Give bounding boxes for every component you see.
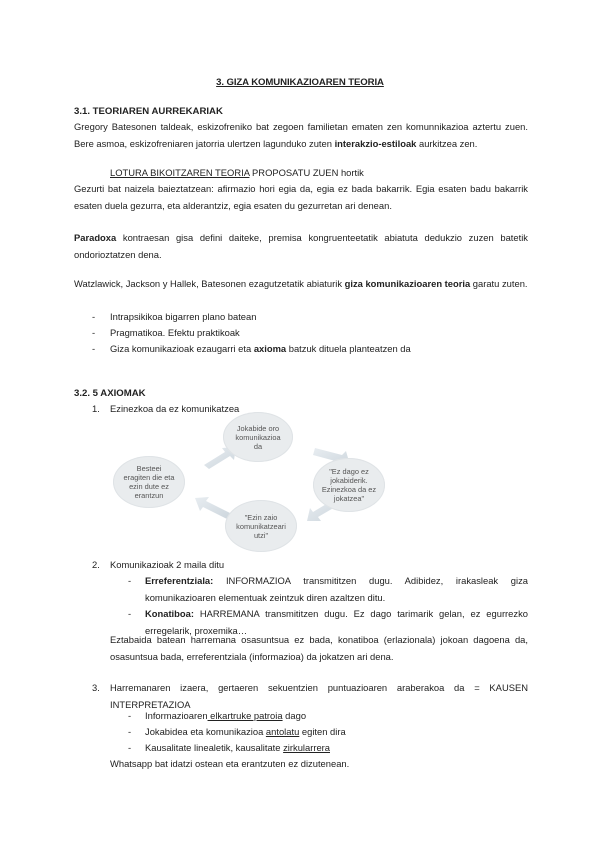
paragraph-bateson bbox=[74, 119, 528, 152]
numbered-item-text: Komunikazioak 2 maila ditu bbox=[110, 559, 225, 570]
list-item-text: Pragmatikoa. Efektu praktikoak bbox=[110, 327, 240, 338]
text: aurkitzea zen. bbox=[416, 137, 478, 149]
bold-text: Paradoxa bbox=[74, 232, 117, 243]
document-title: 3. GIZA KOMUNIKAZIOAREN TEORIA bbox=[216, 77, 384, 88]
numbered-item-text: Harremanaren izaera, gertaeren sekuentzien puntuazioaren araberakoa da = KAUSEN INTERPRETAZIOA bbox=[110, 682, 528, 710]
underlined-text: LOTURA BIKOITZAREN TEORIA bbox=[110, 167, 250, 178]
list-item-text: Giza komunikazioak ezaugarri eta axioma batzuk dituela planteatzen da bbox=[110, 343, 411, 354]
diagram-node-right: "Ez dago ez jokabiderik. Ezinezkoa da ez jokatzea" bbox=[313, 458, 385, 512]
numbered-item-text: Ezinezkoa da ez komunikatzea bbox=[110, 403, 240, 414]
paragraph-liar: Gezurti bat naizela baieztatzean: afirmazio hori egia da, egia ez bada bakarrik. Egia esaten badu bakarrik esaten duela gezurra, eta alderantziz, egia esaten du gezurretan ari denean. bbox=[74, 183, 528, 211]
text: PROPOSATU ZUEN hortik bbox=[249, 167, 364, 178]
diagram-node-top: Jokabide oro komunikazioa da bbox=[223, 412, 293, 462]
document-page: 3. GIZA KOMUNIKAZIOAREN TEORIA 3.1. TEORIAREN AURREKARIAK Gregory Batesonen taldeak, eskizofreniko bat zegoen familietan ematen zen komunnikazioa aztertu zuen. Bere asmoa, eskizofreniaren jatorria ulertzen lagunduko zuten interakzio-estiloak aurkitzea zen. LOTURA BIKOITZAREN TEORIA PROPOSATU ZUEN hortik Gezurti bat naizela baieztatzean: afirmazio hori egia da, egia ez bada bakarrik. Egia esaten badu bakarrik esaten duela gezurra, eta alderantziz, egia esaten du gezurretan ari denean. Paradoxa kontraesan gisa defini daiteke, premisa kongruenteetatik abiatuta dedukzio zuzen batetik ondorioztatzen dena. Watzlawick, Jackson y Hallek, Batesonen ezagutzetatik abiaturik giza komunikazioaren teoria garatu zuten. - Intrapsikikoa bigarren plano batean - Pragmatikoa. Efektu praktikoak - Giza komunikazioak ezaugarri eta axioma batzuk dituela planteatzen da 3.2. 5 AXIOMAK 1. Ezinezkoa da ez komunikatzea Jokabide oro komunikazioa da "Ez dago ez jokabiderik. Ezinezkoa da ez jokatzea" "Ezin zaio komunikatzeari utzi" Besteei eragiten die eta ezin dute ez erantzun 2. Komunikazioak 2 maila ditu - Erreferentziala: INFORMAZIOA transmititzen dugu. Adibidez, irakasleak giza komunikazioaren elementuak zeintzuk diren azaltzen ditu. - Konatiboa: HARREMANA transmititzen dugu. Ez dago tarimarik gelan, ez egurrezko erregelarik, proxemika… Eztabaida batean harremana osasuntsua ez bada, konatiboa (erlazionala) jokoan dagoena da, osasuntsua bada, erreferentziala (informazioa) da jokatzen ari dena. 3. Harremanaren izaera, gertaeren sekuentzien puntuazioaren araberakoa da = KAUSEN INTERPRETAZIOA - Informazioaren elkartruke patroia dago - Jokabidea eta komunikazioa antolatu egiten dira - Kausalitate linealetik, kausalitate zirkularrera Whatsapp bat idatzi ostean eta erantzuten ez dizutenean. bbox=[0, 0, 600, 848]
diagram-node-bottom: "Ezin zaio komunikatzeari utzi" bbox=[225, 500, 297, 552]
list-item-text: Informazioaren elkartruke patroia dago bbox=[145, 710, 307, 721]
bold-text: giza komunikazioaren teoria bbox=[344, 278, 471, 289]
text: kontraesan gisa defini daiteke, premisa kongruenteetatik abiatuta dedukzio zuzen batetik ondorioztatzen dena. bbox=[74, 232, 528, 260]
arrow-icon bbox=[195, 497, 230, 519]
text: garatu zuten. bbox=[470, 278, 528, 289]
section-heading-3-2: 3.2. 5 AXIOMAK bbox=[74, 388, 146, 399]
list-item-text: Erreferentziala: INFORMAZIOA transmititzen dugu. Adibidez, irakasleak giza komunikazioaren elementuak zeintzuk diren azaltzen ditu. bbox=[145, 575, 528, 603]
paragraph-item2: Eztabaida batean harremana osasuntsua ez bada, konatiboa (erlazionala) jokoan dagoena da, osasuntsua bada, erreferentziala (informazioa) da jokatzen ari dena. bbox=[110, 634, 528, 662]
list-item-text: Kausalitate linealetik, kausalitate zirkularrera bbox=[145, 742, 330, 753]
list-item-text: Konatiboa: HARREMANA transmititzen dugu. Ez dago tarimarik gelan, ez egurrezko erregelarik, proxemika… bbox=[145, 608, 528, 636]
section-heading-3-1: 3.1. TEORIAREN AURREKARIAK bbox=[74, 106, 223, 117]
paragraph-whatsapp: Whatsapp bat idatzi ostean eta erantzuten ez dizutenean. bbox=[110, 758, 350, 769]
subheading-line bbox=[110, 165, 364, 182]
diagram-node-left: Besteei eragiten die eta ezin dute ez erantzun bbox=[113, 456, 185, 508]
paragraph-paradox bbox=[74, 230, 528, 263]
list-item-text: Jokabidea eta komunikazioa antolatu egiten dira bbox=[145, 726, 346, 737]
list-item-text: Intrapsikikoa bigarren plano batean bbox=[110, 311, 257, 322]
text: Watzlawick, Jackson y Hallek, Batesonen ezagutzetatik abiaturik bbox=[74, 278, 345, 289]
bold-text: interakzio-estiloak bbox=[334, 137, 417, 149]
paragraph-watzlawick bbox=[74, 276, 528, 293]
text: Gregory Batesonen taldeak, eskizofreniko bat zegoen familietan ematen zen komunnikazioa aztertu zuen. Bere asmoa, eskizofreniaren jatorria ulertzen lagunduko zuten bbox=[74, 121, 528, 149]
